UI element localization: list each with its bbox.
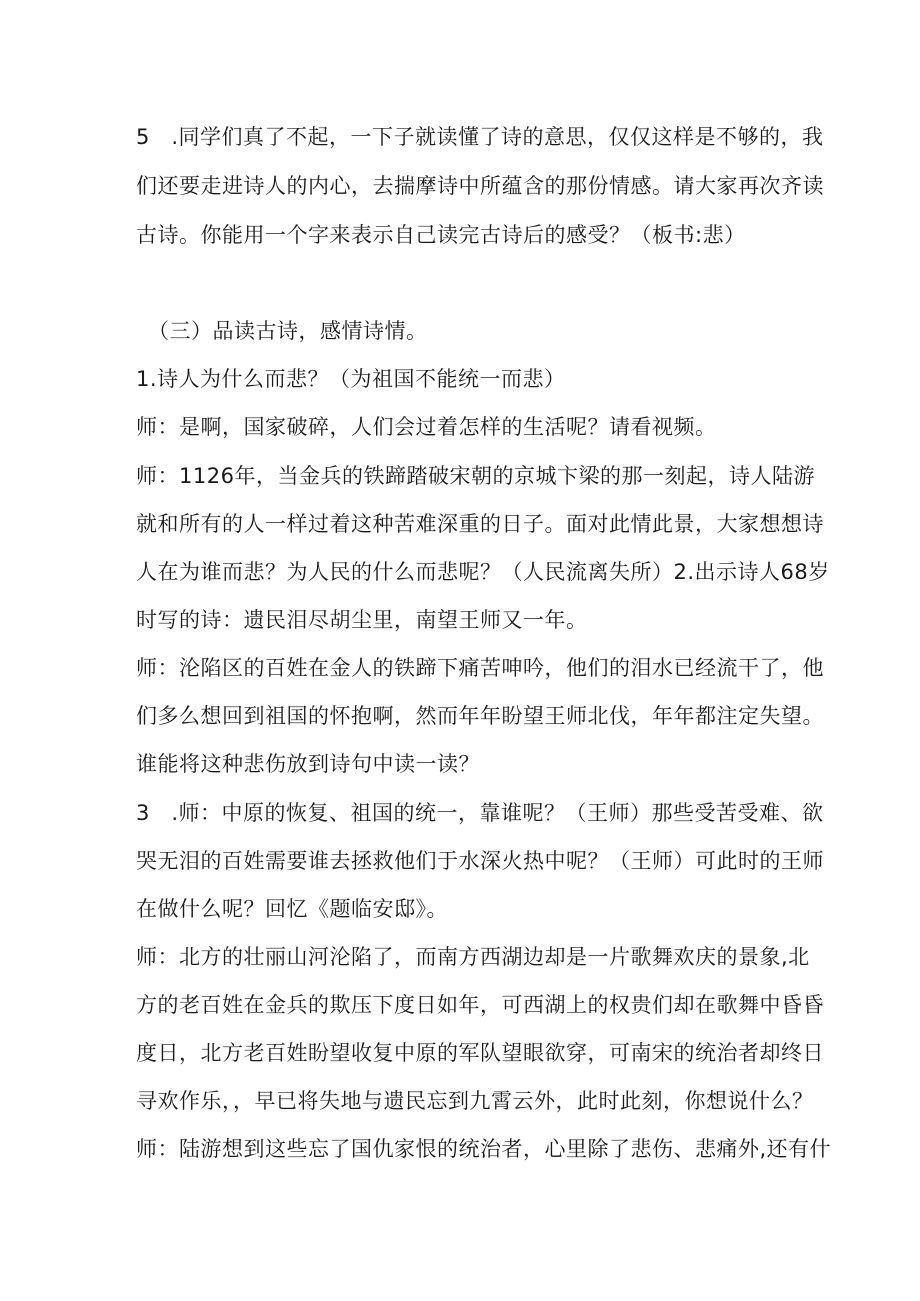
paragraph-5-line-2: 们还要走进诗人的内心，去揣摩诗中所蕴含的那份情感。请大家再次齐读 xyxy=(136,174,824,198)
teacher-4-line-2: 方的老百姓在金兵的欺压下度日如年，可西湖上的权贵们却在歌舞中昏昏 xyxy=(136,993,824,1017)
teacher-2-line-4: 时写的诗：遗民泪尽胡尘里，南望王师又一年。 xyxy=(136,608,588,632)
teacher-3-line-3: 谁能将这种悲伤放到诗句中读一读？ xyxy=(136,752,480,776)
teacher-3-line-1: 师：沦陷区的百姓在金人的铁蹄下痛苦呻吟，他们的泪水已经流干了，他 xyxy=(136,656,824,680)
paragraph-5-line-1: 5 .同学们真了不起，一下子就读懂了诗的意思，仅仅这样是不够的，我 xyxy=(136,125,824,149)
teacher-2-line-2: 就和所有的人一样过着这种苦难深重的日子。面对此情此景，大家想想诗 xyxy=(136,512,824,536)
teacher-4-line-1: 师：北方的壮丽山河沦陷了，而南方西湖边却是一片歌舞欢庆的景象,北 xyxy=(136,945,810,969)
teacher-2-line-1: 师：1126年，当金兵的铁蹄踏破宋朝的京城卞梁的那一刻起，诗人陆游 xyxy=(136,464,815,488)
question-3-line-2: 哭无泪的百姓需要谁去拯救他们于水深火热中呢？（王师）可此时的王师 xyxy=(136,849,824,873)
question-3-line-3: 在做什么呢？回忆《题临安邸》。 xyxy=(136,897,448,921)
teacher-4-line-3: 度日，北方老百姓盼望收复中原的军队望眼欲穿，可南宋的统治者却终日 xyxy=(136,1041,824,1065)
teacher-2-line-3: 人在为谁而悲？为人民的什么而悲呢？（人民流离失所）2.出示诗人68岁 xyxy=(136,560,830,584)
teacher-line-1: 师：是啊，国家破碎，人们会过着怎样的生活呢？请看视频。 xyxy=(136,415,717,439)
section-heading-3: （三）品读古诗，感情诗情。 xyxy=(148,319,428,343)
teacher-3-line-2: 们多么想回到祖国的怀抱啊，然而年年盼望王师北伐，年年都注定失望。 xyxy=(136,704,824,728)
teacher-4-line-4: 寻欢作乐，，早已将失地与遗民忘到九霄云外，此时此刻，你想说什么？ xyxy=(136,1089,814,1113)
teacher-5-line-1: 师：陆游想到这些忘了国仇家恨的统治者，心里除了悲伤、悲痛外,还有什 xyxy=(136,1137,832,1161)
question-3-line-1: 3 .师：中原的恢复、祖国的统一，靠谁呢？（王师）那些受苦受难、欲 xyxy=(136,801,824,825)
question-1: 1.诗人为什么而悲？（为祖国不能统一而悲） xyxy=(136,367,566,391)
paragraph-5-line-3: 古诗。你能用一个字来表示自己读完古诗后的感受？（板书:悲） xyxy=(136,223,746,247)
